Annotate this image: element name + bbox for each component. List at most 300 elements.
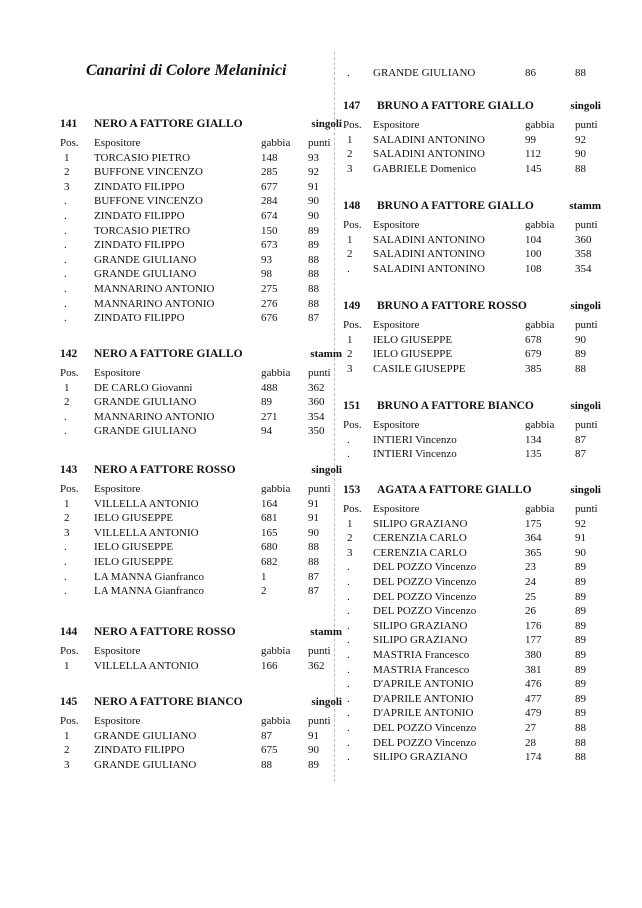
exhibitor-header: Espositore: [373, 219, 420, 231]
exhibitor-cell: MANNARINO ANTONIO: [94, 282, 215, 295]
result-row: [60, 395, 342, 410]
class-number: 148: [343, 200, 361, 212]
class-type-tag: singoli: [311, 696, 342, 708]
exhibitor-cell: IELO GIUSEPPE: [94, 541, 174, 554]
result-row: [60, 267, 342, 282]
column-headers: [343, 418, 601, 433]
exhibitor-cell: MASTRIA Francesco: [373, 663, 470, 676]
exhibitor-cell: CERENZIA CARLO: [373, 532, 467, 545]
points-header: punti: [575, 503, 598, 515]
exhibitor-cell: TORCASIO PIETRO: [94, 151, 191, 164]
cage-cell: 166: [261, 659, 278, 672]
exhibitor-cell: GABRIELE Domenico: [373, 162, 476, 175]
cage-header: gabbia: [261, 137, 291, 149]
position-cell: .: [347, 575, 350, 588]
cage-cell: 177: [525, 634, 542, 647]
section-header: [343, 300, 601, 316]
exhibitor-cell: DEL POZZO Vincenzo: [373, 590, 477, 603]
position-cell: .: [347, 692, 350, 705]
exhibitor-cell: SALADINI ANTONINO: [373, 148, 485, 161]
exhibitor-header: Espositore: [94, 367, 141, 379]
exhibitor-cell: CASILE GIUSEPPE: [373, 362, 466, 375]
position-cell: .: [347, 736, 350, 749]
exhibitor-cell: ZINDATO FILIPPO: [94, 312, 185, 325]
class-title: NERO A FATTORE GIALLO: [94, 118, 243, 130]
cage-header: gabbia: [525, 319, 555, 331]
result-row: [60, 282, 342, 297]
class-title: NERO A FATTORE ROSSO: [94, 464, 236, 476]
points-cell: 88: [575, 751, 586, 764]
cage-cell: 100: [525, 248, 542, 261]
points-cell: 88: [308, 253, 319, 266]
result-row: [60, 570, 342, 585]
points-cell: 91: [308, 497, 319, 510]
exhibitor-header: Espositore: [94, 483, 141, 495]
result-row: [343, 362, 601, 377]
position-cell: 1: [347, 233, 353, 246]
position-cell: .: [64, 195, 67, 208]
position-cell: .: [347, 590, 350, 603]
cage-cell: 682: [261, 555, 278, 568]
cage-cell: 86: [525, 67, 536, 79]
column-headers: [60, 136, 342, 151]
position-cell: 2: [347, 248, 353, 261]
cage-cell: 28: [525, 736, 536, 749]
result-row: [343, 531, 601, 546]
cage-cell: 104: [525, 233, 542, 246]
position-cell: .: [347, 707, 350, 720]
result-row: [343, 663, 601, 678]
position-cell: .: [347, 634, 350, 647]
pos-header: Pos.: [60, 715, 79, 727]
exhibitor-cell: MASTRIA Francesco: [373, 648, 470, 661]
position-cell: .: [64, 209, 67, 222]
pos-header: Pos.: [60, 645, 79, 657]
result-row: [343, 692, 601, 707]
result-row: [60, 297, 342, 312]
points-cell: 89: [575, 678, 586, 691]
points-header: punti: [308, 137, 331, 149]
cage-cell: 87: [261, 729, 272, 742]
position-cell: 3: [347, 162, 353, 175]
class-type-tag: stamm: [569, 200, 601, 212]
position-cell: .: [64, 312, 67, 325]
position-cell: .: [64, 425, 67, 438]
cage-cell: 476: [525, 678, 542, 691]
class-number: 151: [343, 400, 361, 412]
points-cell: 89: [575, 619, 586, 632]
points-cell: 89: [575, 692, 586, 705]
points-cell: 362: [308, 381, 325, 394]
result-row: [60, 238, 342, 253]
cage-cell: 164: [261, 497, 278, 510]
cage-cell: 271: [261, 410, 278, 423]
cage-cell: 364: [525, 532, 542, 545]
exhibitor-cell: BUFFONE VINCENZO: [94, 166, 203, 179]
result-row: [60, 424, 342, 439]
column-headers: [343, 318, 601, 333]
result-row: [60, 584, 342, 599]
pos-header: Pos.: [343, 319, 362, 331]
class-title: AGATA A FATTORE GIALLO: [377, 484, 532, 496]
class-number: 149: [343, 300, 361, 312]
cage-cell: 365: [525, 546, 542, 559]
position-cell: 2: [64, 744, 70, 757]
exhibitor-header: Espositore: [94, 645, 141, 657]
points-cell: 89: [575, 575, 586, 588]
points-cell: 89: [575, 707, 586, 720]
points-cell: 90: [575, 546, 586, 559]
cage-cell: 94: [261, 425, 272, 438]
points-cell: 89: [575, 648, 586, 661]
class-type-tag: singoli: [570, 400, 601, 412]
result-row: [343, 619, 601, 634]
result-row: [343, 750, 601, 765]
position-cell: .: [64, 239, 67, 252]
cage-header: gabbia: [525, 503, 555, 515]
result-row: [60, 209, 342, 224]
class-title: BRUNO A FATTORE GIALLO: [377, 100, 534, 112]
points-cell: 88: [575, 721, 586, 734]
cage-header: gabbia: [525, 419, 555, 431]
cage-cell: 135: [525, 448, 542, 461]
result-row: [60, 253, 342, 268]
class-number: 142: [60, 348, 78, 360]
points-cell: 88: [575, 362, 586, 375]
result-row: [60, 743, 342, 758]
position-cell: .: [347, 619, 350, 632]
points-header: punti: [575, 419, 598, 431]
result-row: [60, 151, 342, 166]
class-title: NERO A FATTORE GIALLO: [94, 348, 243, 360]
result-row: [60, 511, 342, 526]
position-cell: .: [347, 561, 350, 574]
exhibitor-cell: DEL POZZO Vincenzo: [373, 721, 477, 734]
cage-cell: 488: [261, 381, 278, 394]
class-section-143: [60, 464, 342, 599]
exhibitor-header: Espositore: [373, 419, 420, 431]
page-title: Canarini di Colore Melaninici: [86, 62, 287, 79]
cage-cell: 285: [261, 166, 278, 179]
result-row: [60, 540, 342, 555]
exhibitor-cell: D'APRILE ANTONIO: [373, 678, 474, 691]
result-row: [60, 311, 342, 326]
cage-cell: 276: [261, 297, 278, 310]
position-cell: 1: [64, 659, 70, 672]
position-cell: .: [347, 448, 350, 461]
exhibitor-header: Espositore: [373, 119, 420, 131]
class-number: 147: [343, 100, 361, 112]
cage-cell: 275: [261, 282, 278, 295]
exhibitor-cell: ZINDATO FILIPPO: [94, 180, 185, 193]
points-cell: 91: [308, 512, 319, 525]
section-header: [343, 100, 601, 116]
result-row: [343, 517, 601, 532]
cage-cell: 477: [525, 692, 542, 705]
exhibitor-cell: ZINDATO FILIPPO: [94, 209, 185, 222]
class-number: 144: [60, 626, 78, 638]
position-cell: .: [64, 282, 67, 295]
position-cell: .: [347, 262, 350, 275]
result-row: [343, 433, 601, 448]
position-cell: .: [347, 648, 350, 661]
column-headers: [60, 482, 342, 497]
position-cell: 1: [64, 497, 70, 510]
cage-cell: 479: [525, 707, 542, 720]
position-cell: 3: [64, 526, 70, 539]
cage-cell: 112: [525, 148, 542, 161]
pos-header: Pos.: [343, 219, 362, 231]
column-headers: [60, 714, 342, 729]
exhibitor-cell: D'APRILE ANTONIO: [373, 692, 474, 705]
result-row: [343, 604, 601, 619]
position-cell: 2: [64, 166, 70, 179]
pos-header: Pos.: [343, 503, 362, 515]
cage-cell: 98: [261, 268, 272, 281]
section-header: [343, 484, 601, 500]
points-cell: 87: [308, 585, 319, 598]
exhibitor-cell: DE CARLO Giovanni: [94, 381, 193, 394]
result-row: [343, 575, 601, 590]
position-cell: 2: [347, 348, 353, 361]
cage-cell: 284: [261, 195, 278, 208]
exhibitor-cell: VILLELLA ANTONIO: [94, 659, 199, 672]
class-title: NERO A FATTORE BIANCO: [94, 696, 243, 708]
exhibitor-cell: LA MANNA Gianfranco: [94, 570, 204, 583]
position-cell: 1: [347, 133, 353, 146]
position-cell: 1: [347, 333, 353, 346]
exhibitor-header: Espositore: [94, 137, 141, 149]
class-type-tag: singoli: [570, 300, 601, 312]
position-cell: .: [347, 605, 350, 618]
points-cell: 354: [575, 262, 592, 275]
points-cell: 90: [308, 195, 319, 208]
points-header: punti: [308, 483, 331, 495]
cage-cell: 679: [525, 348, 542, 361]
column-headers: [60, 644, 342, 659]
position-cell: 2: [347, 148, 353, 161]
result-row: [343, 546, 601, 561]
position-cell: 1: [64, 729, 70, 742]
points-cell: 90: [308, 209, 319, 222]
class-section-141: [60, 118, 342, 326]
cage-header: gabbia: [261, 645, 291, 657]
points-cell: 93: [308, 151, 319, 164]
result-row: [343, 133, 601, 148]
cage-cell: 26: [525, 605, 536, 618]
exhibitor-cell: DEL POZZO Vincenzo: [373, 605, 477, 618]
result-row: [343, 247, 601, 262]
cage-cell: 380: [525, 648, 542, 661]
position-cell: 3: [64, 180, 70, 193]
result-row: [60, 526, 342, 541]
points-header: punti: [575, 219, 598, 231]
exhibitor-cell: IELO GIUSEPPE: [94, 512, 174, 525]
class-type-tag: singoli: [311, 464, 342, 476]
position-cell: .: [347, 678, 350, 691]
points-cell: 89: [575, 590, 586, 603]
class-type-tag: singoli: [570, 484, 601, 496]
points-header: punti: [575, 319, 598, 331]
pos-header: Pos.: [60, 483, 79, 495]
exhibitor-cell: D'APRILE ANTONIO: [373, 707, 474, 720]
cage-cell: 680: [261, 541, 278, 554]
class-number: 141: [60, 118, 78, 130]
cage-header: gabbia: [261, 715, 291, 727]
class-title: NERO A FATTORE ROSSO: [94, 626, 236, 638]
exhibitor-cell: GRANDE GIULIANO: [94, 268, 197, 281]
exhibitor-cell: GRANDE GIULIANO: [94, 729, 197, 742]
exhibitor-cell: MANNARINO ANTONIO: [94, 410, 215, 423]
position-cell: .: [64, 555, 67, 568]
position-cell: .: [347, 67, 350, 79]
exhibitor-header: Espositore: [373, 319, 420, 331]
cage-cell: 1: [261, 570, 267, 583]
position-cell: 3: [64, 758, 70, 771]
column-headers: [343, 218, 601, 233]
points-cell: 360: [308, 396, 325, 409]
class-number: 145: [60, 696, 78, 708]
cage-header: gabbia: [525, 119, 555, 131]
result-row: [343, 560, 601, 575]
result-row: [60, 194, 342, 209]
position-cell: .: [347, 721, 350, 734]
position-cell: .: [64, 253, 67, 266]
exhibitor-cell: IELO GIUSEPPE: [373, 333, 453, 346]
position-cell: .: [64, 268, 67, 281]
pos-header: Pos.: [343, 119, 362, 131]
result-row: [343, 147, 601, 162]
cage-cell: 675: [261, 744, 278, 757]
section-header: [60, 464, 342, 480]
cage-cell: 174: [525, 751, 542, 764]
points-cell: 88: [575, 67, 586, 79]
points-cell: 89: [308, 239, 319, 252]
exhibitor-cell: LA MANNA Gianfranco: [94, 585, 204, 598]
class-title: BRUNO A FATTORE GIALLO: [377, 200, 534, 212]
column-headers: [343, 118, 601, 133]
class-title: BRUNO A FATTORE ROSSO: [377, 300, 527, 312]
class-section-153: [343, 484, 601, 765]
exhibitor-cell: SILIPO GRAZIANO: [373, 517, 468, 530]
cage-header: gabbia: [261, 483, 291, 495]
result-row: [60, 659, 342, 674]
class-section-151: [343, 400, 601, 462]
position-cell: .: [64, 410, 67, 423]
position-cell: 2: [347, 532, 353, 545]
exhibitor-cell: SALADINI ANTONINO: [373, 133, 485, 146]
class-type-tag: stamm: [310, 626, 342, 638]
points-cell: 92: [308, 166, 319, 179]
cage-cell: 88: [261, 758, 272, 771]
pos-header: Pos.: [60, 137, 79, 149]
exhibitor-cell: SILIPO GRAZIANO: [373, 634, 468, 647]
cage-cell: 385: [525, 362, 542, 375]
result-row: [60, 410, 342, 425]
points-cell: 90: [575, 148, 586, 161]
points-cell: 92: [575, 133, 586, 146]
points-header: punti: [308, 367, 331, 379]
position-cell: 1: [347, 517, 353, 530]
points-cell: 89: [575, 561, 586, 574]
position-cell: 3: [347, 546, 353, 559]
cage-cell: 93: [261, 253, 272, 266]
points-cell: 358: [575, 248, 592, 261]
points-cell: 88: [308, 268, 319, 281]
cage-cell: 2: [261, 585, 267, 598]
points-cell: 87: [575, 448, 586, 461]
section-header: [60, 626, 342, 642]
points-cell: 91: [575, 532, 586, 545]
class-section-145: [60, 696, 342, 772]
exhibitor-cell: INTIERI Vincenzo: [373, 448, 457, 461]
section-header: [60, 118, 342, 134]
section-header: [343, 200, 601, 216]
cage-cell: 89: [261, 396, 272, 409]
column-headers: [60, 366, 342, 381]
column-headers: [343, 502, 601, 517]
cage-cell: 99: [525, 133, 536, 146]
result-row: [343, 262, 601, 277]
exhibitor-cell: IELO GIUSEPPE: [373, 348, 453, 361]
cage-cell: 25: [525, 590, 536, 603]
result-row: [60, 497, 342, 512]
result-row: [343, 721, 601, 736]
result-row: [60, 165, 342, 180]
exhibitor-cell: SALADINI ANTONINO: [373, 262, 485, 275]
points-cell: 88: [575, 162, 586, 175]
points-cell: 92: [575, 517, 586, 530]
exhibitor-cell: VILLELLA ANTONIO: [94, 497, 199, 510]
result-row: [60, 758, 342, 773]
section-header: [60, 696, 342, 712]
points-cell: 350: [308, 425, 325, 438]
class-number: 153: [343, 484, 361, 496]
exhibitor-cell: DEL POZZO Vincenzo: [373, 561, 477, 574]
result-row: [343, 162, 601, 177]
position-cell: 3: [347, 362, 353, 375]
points-cell: 354: [308, 410, 325, 423]
section-header: [343, 400, 601, 416]
cage-cell: 108: [525, 262, 542, 275]
position-cell: 1: [64, 381, 70, 394]
result-row: [343, 677, 601, 692]
result-row: [343, 333, 601, 348]
exhibitor-cell: SILIPO GRAZIANO: [373, 751, 468, 764]
position-cell: .: [64, 297, 67, 310]
position-cell: .: [64, 570, 67, 583]
cage-header: gabbia: [261, 367, 291, 379]
cage-cell: 23: [525, 561, 536, 574]
exhibitor-cell: CERENZIA CARLO: [373, 546, 467, 559]
position-cell: 1: [64, 151, 70, 164]
points-cell: 87: [575, 433, 586, 446]
cage-cell: 678: [525, 333, 542, 346]
points-cell: 90: [575, 333, 586, 346]
cage-cell: 676: [261, 312, 278, 325]
result-row: [60, 729, 342, 744]
result-row: [60, 224, 342, 239]
cage-cell: 176: [525, 619, 542, 632]
points-cell: 90: [308, 526, 319, 539]
result-row: [343, 347, 601, 362]
exhibitor-cell: GRANDE GIULIANO: [373, 67, 476, 79]
result-row: [343, 590, 601, 605]
points-cell: 360: [575, 233, 592, 246]
points-cell: 88: [575, 736, 586, 749]
exhibitor-cell: MANNARINO ANTONIO: [94, 297, 215, 310]
exhibitor-cell: GRANDE GIULIANO: [94, 253, 197, 266]
